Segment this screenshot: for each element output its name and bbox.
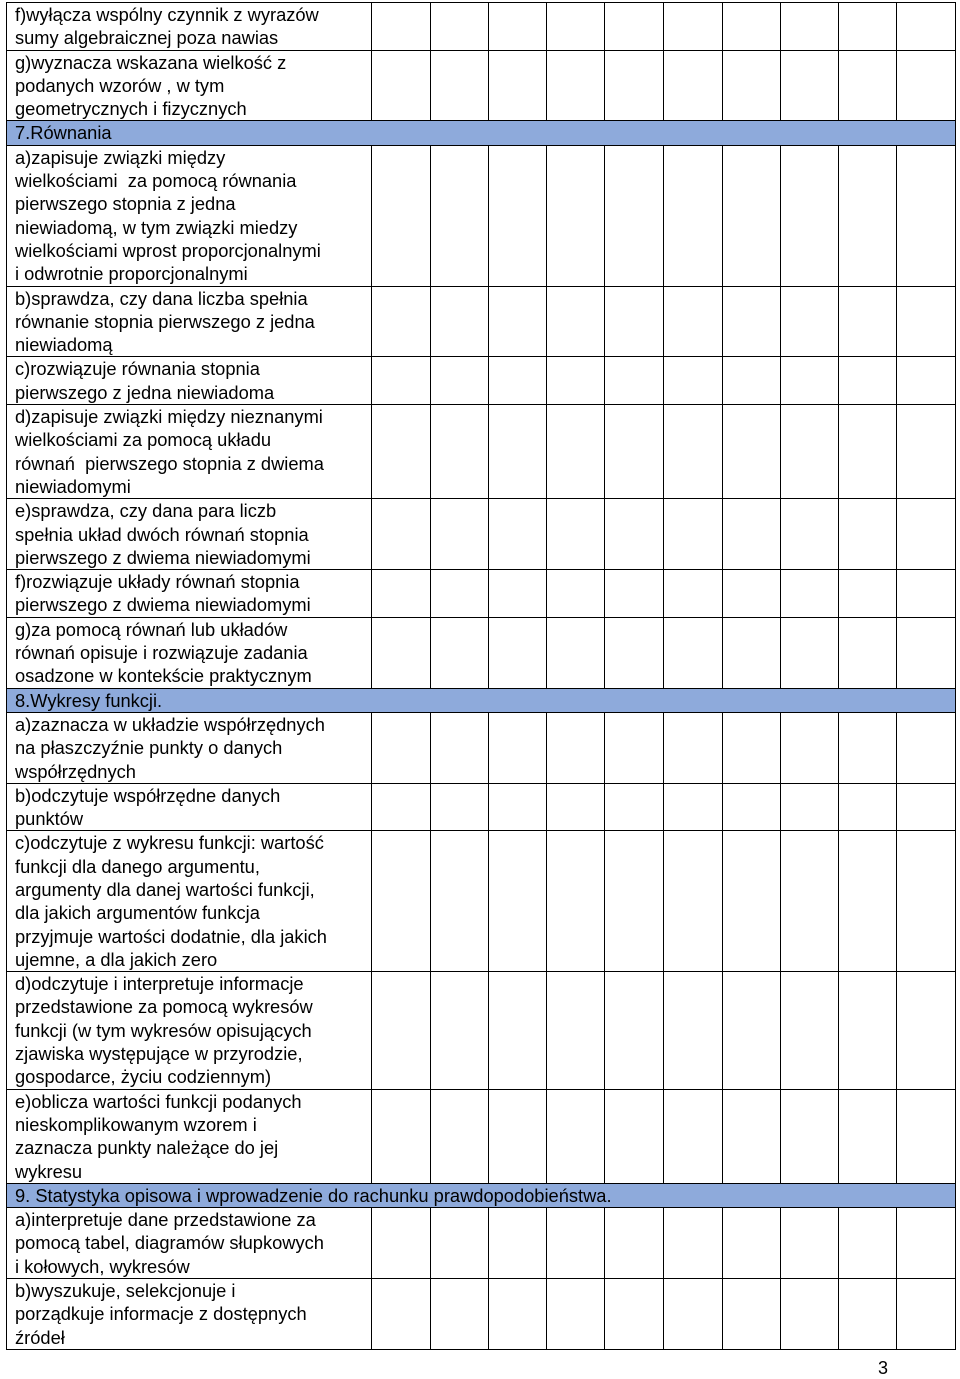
empty-cell [780,783,839,831]
requirement-text: c)odczytuje z wykresu funkcji: wartość funkcji dla danego argumentu, argumenty dla danej wartości funkcji, dla jakich argumentów funkcja przyjmuje wartości dodatnie, dla jakich ujemne, a dla jakich zero [7,831,372,972]
empty-cell [722,405,780,499]
empty-cell [488,972,547,1089]
empty-cell [605,972,664,1089]
section-header-row [7,688,956,712]
empty-cell [780,3,839,51]
empty-cell [780,972,839,1089]
empty-cell [430,783,488,831]
empty-cell [605,286,664,357]
empty-cell [430,3,488,51]
empty-cell [897,499,956,570]
empty-cell [371,972,430,1089]
empty-cell [547,499,605,570]
table-row [7,783,956,831]
empty-cell [839,145,897,286]
table-row [7,1208,956,1279]
empty-cell [371,286,430,357]
empty-cell [663,3,722,51]
empty-cell [839,1208,897,1279]
empty-cell [663,617,722,688]
empty-cell [897,1089,956,1183]
requirement-text: f)rozwiązuje układy równań stopnia pierwszego z dwiema niewiadomymi [7,570,372,618]
table-row [7,972,956,1089]
empty-cell [663,1089,722,1183]
empty-cell [430,972,488,1089]
table-row [7,499,956,570]
empty-cell [839,50,897,121]
empty-cell [371,145,430,286]
empty-cell [780,1089,839,1183]
empty-cell [839,3,897,51]
empty-cell [547,1208,605,1279]
empty-cell [605,3,664,51]
empty-cell [547,286,605,357]
empty-cell [371,357,430,405]
empty-cell [663,405,722,499]
section-title: 7.Równania [7,121,956,145]
table-row [7,831,956,972]
empty-cell [430,617,488,688]
empty-cell [547,50,605,121]
requirement-text: e)oblicza wartości funkcji podanych nieskomplikowanym wzorem i zaznacza punkty należące do jej wykresu [7,1089,372,1183]
empty-cell [488,286,547,357]
table-row [7,617,956,688]
empty-cell [547,972,605,1089]
empty-cell [663,499,722,570]
empty-cell [839,286,897,357]
empty-cell [839,357,897,405]
requirement-text: g)za pomocą równań lub układów równań opisuje i rozwiązuje zadania osadzone w kontekście praktycznym [7,617,372,688]
empty-cell [371,50,430,121]
empty-cell [488,357,547,405]
empty-cell [897,145,956,286]
empty-cell [547,1279,605,1350]
table-row [7,3,956,51]
empty-cell [430,570,488,618]
table-row [7,405,956,499]
empty-cell [605,145,664,286]
empty-cell [605,405,664,499]
empty-cell [897,570,956,618]
empty-cell [371,617,430,688]
empty-cell [839,972,897,1089]
section-title: 9. Statystyka opisowa i wprowadzenie do rachunku prawdopodobieństwa. [7,1183,956,1207]
requirement-text: d)zapisuje związki między nieznanymi wielkościami za pomocą układu równań pierwszego stopnia z dwiema niewiadomymi [7,405,372,499]
empty-cell [780,1208,839,1279]
empty-cell [547,783,605,831]
empty-cell [605,617,664,688]
requirement-text: g)wyznacza wskazana wielkość z podanych wzorów , w tym geometrycznych i fizycznych [7,50,372,121]
empty-cell [605,1089,664,1183]
page-number: 3 [878,1358,889,1378]
empty-cell [488,1089,547,1183]
empty-cell [839,712,897,783]
empty-cell [780,405,839,499]
empty-cell [722,783,780,831]
requirement-text: a)zapisuje związki między wielkościami za pomocą równania pierwszego stopnia z jedna niewiadomą, w tym związki miedzy wielkościami wprost proporcjonalnymi i odwrotnie proporcjonalnymi [7,145,372,286]
empty-cell [722,1279,780,1350]
empty-cell [547,617,605,688]
empty-cell [839,499,897,570]
empty-cell [722,286,780,357]
empty-cell [780,357,839,405]
empty-cell [488,405,547,499]
empty-cell [663,145,722,286]
empty-cell [722,617,780,688]
empty-cell [430,831,488,972]
empty-cell [430,145,488,286]
empty-cell [547,1089,605,1183]
empty-cell [430,712,488,783]
empty-cell [371,405,430,499]
empty-cell [371,831,430,972]
empty-cell [663,286,722,357]
empty-cell [897,50,956,121]
empty-cell [371,570,430,618]
empty-cell [488,617,547,688]
empty-cell [605,50,664,121]
empty-cell [780,831,839,972]
empty-cell [430,1089,488,1183]
empty-cell [780,50,839,121]
table-row [7,1279,956,1350]
empty-cell [488,1208,547,1279]
empty-cell [430,50,488,121]
empty-cell [547,405,605,499]
empty-cell [488,570,547,618]
empty-cell [488,50,547,121]
empty-cell [371,499,430,570]
requirement-text: a)interpretuje dane przedstawione za pomocą tabel, diagramów słupkowych i kołowych, wykresów [7,1208,372,1279]
empty-cell [430,357,488,405]
empty-cell [488,712,547,783]
requirement-text: b)odczytuje współrzędne danych punktów [7,783,372,831]
empty-cell [663,783,722,831]
empty-cell [780,570,839,618]
table-row [7,357,956,405]
table-row [7,50,956,121]
empty-cell [547,712,605,783]
empty-cell [371,712,430,783]
empty-cell [722,972,780,1089]
empty-cell [547,570,605,618]
empty-cell [663,712,722,783]
empty-cell [430,405,488,499]
empty-cell [839,405,897,499]
empty-cell [839,783,897,831]
table-row [7,286,956,357]
empty-cell [722,570,780,618]
requirement-text: e)sprawdza, czy dana para liczb spełnia układ dwóch równań stopnia pierwszego z dwiema niewiadomymi [7,499,372,570]
empty-cell [663,1208,722,1279]
empty-cell [371,1089,430,1183]
empty-cell [605,1208,664,1279]
empty-cell [839,831,897,972]
empty-cell [488,783,547,831]
empty-cell [605,712,664,783]
empty-cell [897,831,956,972]
empty-cell [488,3,547,51]
empty-cell [371,3,430,51]
table-row [7,145,956,286]
table-body [7,3,956,1350]
empty-cell [722,1208,780,1279]
empty-cell [663,357,722,405]
empty-cell [722,3,780,51]
table-row [7,712,956,783]
empty-cell [839,570,897,618]
requirement-text: a)zaznacza w układzie współrzędnych na płaszczyźnie punkty o danych współrzędnych [7,712,372,783]
empty-cell [780,286,839,357]
empty-cell [780,712,839,783]
empty-cell [371,1279,430,1350]
empty-cell [897,3,956,51]
requirement-text: b)sprawdza, czy dana liczba spełnia równanie stopnia pierwszego z jedna niewiadomą [7,286,372,357]
empty-cell [897,405,956,499]
table-row [7,570,956,618]
requirement-text: f)wyłącza wspólny czynnik z wyrazów sumy algebraicznej poza nawias [7,3,372,51]
empty-cell [722,712,780,783]
requirement-text: b)wyszukuje, selekcjonuje i porządkuje informacje z dostępnych źródeł [7,1279,372,1350]
requirement-text: d)odczytuje i interpretuje informacje przedstawione za pomocą wykresów funkcji (w tym wykresów opisujących zjawiska występujące w przyrodzie, gospodarce, życiu codziennym) [7,972,372,1089]
empty-cell [547,3,605,51]
empty-cell [605,357,664,405]
empty-cell [663,972,722,1089]
empty-cell [488,145,547,286]
requirements-table [6,2,956,1350]
empty-cell [605,1279,664,1350]
empty-cell [897,972,956,1089]
empty-cell [897,712,956,783]
section-header-row [7,1183,956,1207]
empty-cell [663,831,722,972]
empty-cell [371,783,430,831]
empty-cell [897,1208,956,1279]
empty-cell [488,1279,547,1350]
empty-cell [663,570,722,618]
empty-cell [897,617,956,688]
section-title: 8.Wykresy funkcji. [7,688,956,712]
empty-cell [430,1279,488,1350]
empty-cell [663,50,722,121]
empty-cell [547,831,605,972]
empty-cell [839,1089,897,1183]
empty-cell [722,831,780,972]
empty-cell [663,1279,722,1350]
empty-cell [839,617,897,688]
empty-cell [547,145,605,286]
empty-cell [780,145,839,286]
empty-cell [547,357,605,405]
empty-cell [897,357,956,405]
table-row [7,1089,956,1183]
empty-cell [722,1089,780,1183]
section-header-row [7,121,956,145]
empty-cell [780,617,839,688]
empty-cell [430,286,488,357]
empty-cell [839,1279,897,1350]
empty-cell [430,1208,488,1279]
empty-cell [488,831,547,972]
empty-cell [722,357,780,405]
empty-cell [722,145,780,286]
empty-cell [780,499,839,570]
empty-cell [605,831,664,972]
empty-cell [430,499,488,570]
empty-cell [488,499,547,570]
empty-cell [897,286,956,357]
empty-cell [371,1208,430,1279]
empty-cell [605,783,664,831]
requirement-text: c)rozwiązuje równania stopnia pierwszego z jedna niewiadoma [7,357,372,405]
empty-cell [897,1279,956,1350]
empty-cell [605,499,664,570]
empty-cell [780,1279,839,1350]
empty-cell [605,570,664,618]
empty-cell [722,499,780,570]
empty-cell [722,50,780,121]
empty-cell [897,783,956,831]
